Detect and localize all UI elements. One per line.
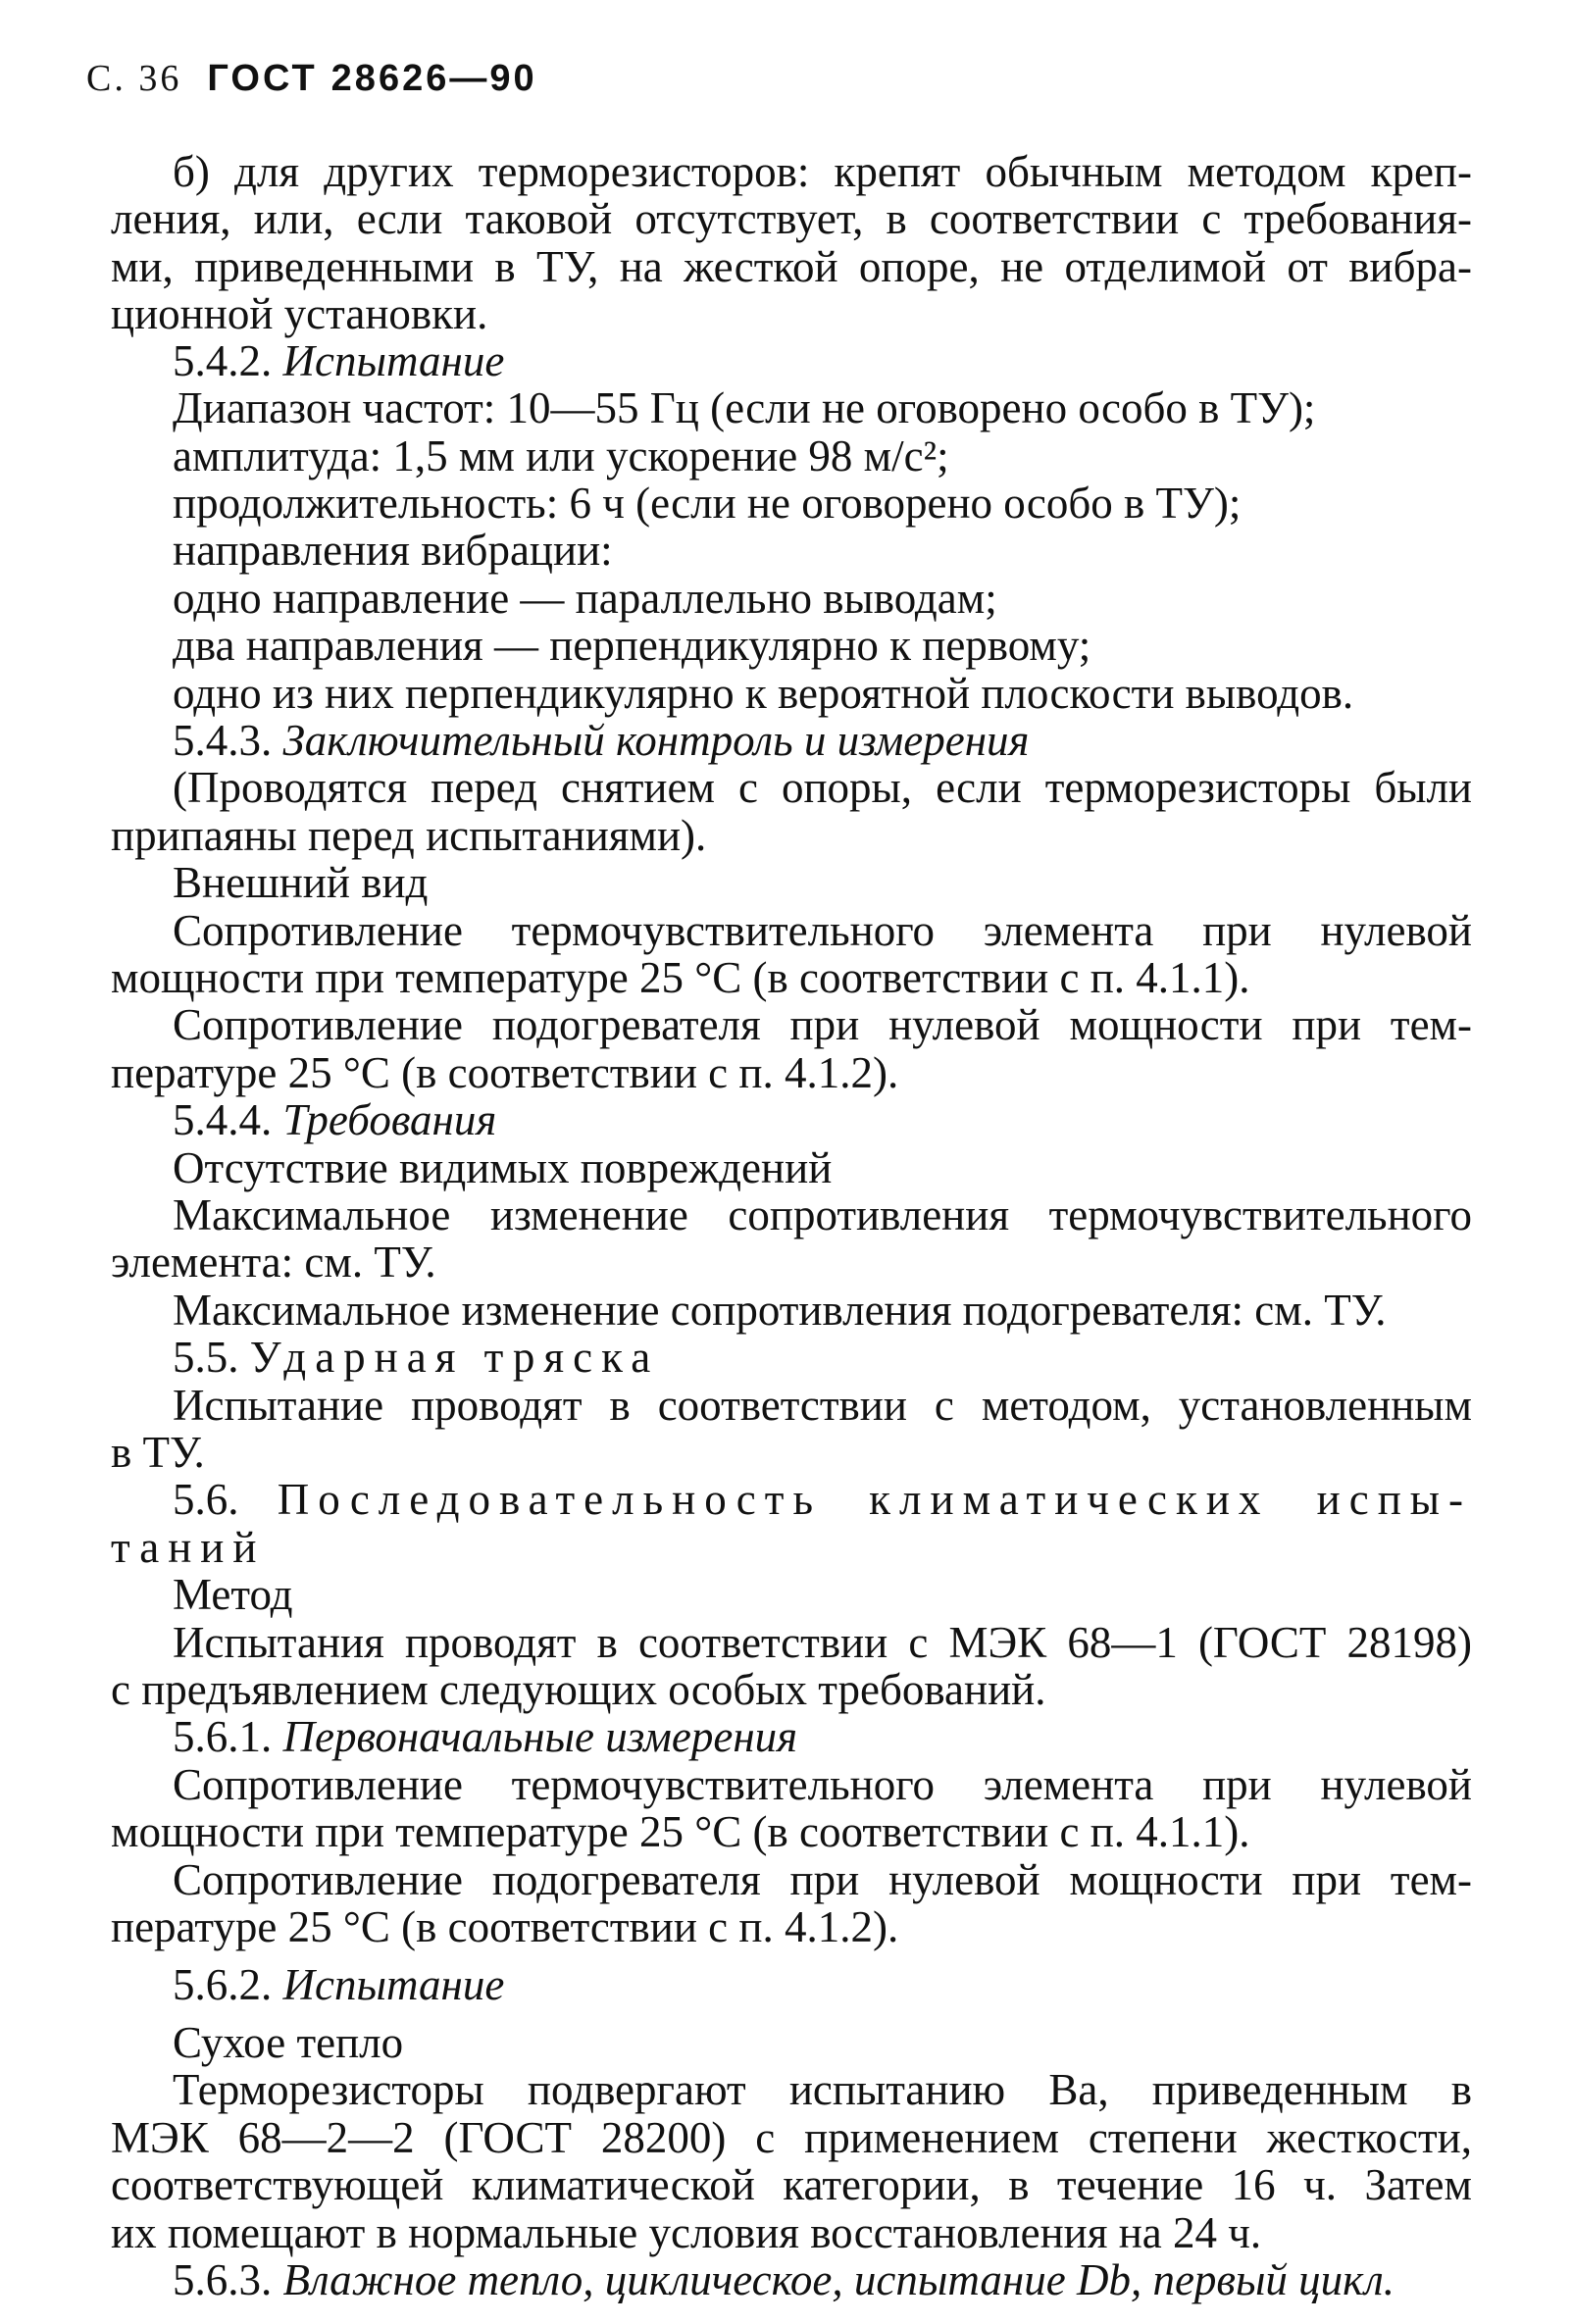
section-number: 5.5. bbox=[173, 1333, 239, 1383]
section-title: Испытание bbox=[282, 335, 505, 385]
section-title: Последовательность климатических испы- bbox=[277, 1475, 1472, 1525]
text-line: Максимальное изменение сопротивления термочувствительного bbox=[173, 1189, 1472, 1239]
text-line: Метод bbox=[173, 1570, 293, 1620]
section-number: 5.4.4. bbox=[173, 1095, 273, 1145]
text-line: ми, приведенными в ТУ, на жесткой опоре, не отделимой от вибра- bbox=[111, 241, 1472, 291]
text-line: Диапазон частот: 10—55 Гц (если не оговорено особо в ТУ); bbox=[173, 383, 1316, 433]
section-title-continued: таний bbox=[111, 1522, 266, 1572]
standard-number: 28626—90 bbox=[330, 58, 537, 99]
section-title: Влажное тепло, циклическое, испытание Db, первый цикл. bbox=[282, 2255, 1395, 2304]
section-title: Испытание bbox=[282, 1960, 505, 2010]
text-line: одно направление — параллельно выводам; bbox=[173, 573, 997, 623]
text-line: продолжительность: 6 ч (если не оговорено особо в ТУ); bbox=[173, 478, 1242, 528]
text-line: Внешний вид bbox=[173, 858, 429, 908]
text-line: пературе 25 °С (в соответствии с п. 4.1.2). bbox=[111, 1047, 899, 1097]
text-line: (Проводятся перед снятием с опоры, если терморезисторы были bbox=[173, 763, 1472, 813]
section-heading-5-6-2 bbox=[173, 1960, 504, 2009]
text-line: направления вибрации: bbox=[173, 526, 613, 576]
text-line: Испытание проводят в соответствии с методом, установленным bbox=[173, 1380, 1472, 1430]
text-line: Сухое тепло bbox=[173, 2017, 404, 2067]
section-title: Требования bbox=[282, 1095, 497, 1145]
text-line: Максимальное изменение сопротивления подогревателя: см. ТУ. bbox=[173, 1285, 1387, 1335]
text-line: МЭК 68—2—2 (ГОСТ 28200) с применением степени жесткости, bbox=[111, 2112, 1472, 2162]
section-title: Ударная тряска bbox=[249, 1333, 660, 1383]
text-line: пературе 25 °С (в соответствии с п. 4.1.2). bbox=[111, 1902, 899, 1952]
text-line: Испытания проводят в соответствии с МЭК 68—1 (ГОСТ 28198) bbox=[173, 1617, 1472, 1667]
section-heading-5-4-4 bbox=[173, 1095, 496, 1144]
section-heading-5-5 bbox=[173, 1333, 659, 1382]
text-line: элемента: см. ТУ. bbox=[111, 1238, 436, 1288]
text-line: ления, или, если таковой отсутствует, в соответствии с требования- bbox=[111, 194, 1472, 244]
section-number: 5.4.2. bbox=[173, 335, 273, 385]
section-number: 5.6.3. bbox=[173, 2255, 273, 2304]
text-line: мощности при температуре 25 °С (в соответствии с п. 4.1.1). bbox=[111, 952, 1250, 1002]
standard-label: ГОСТ bbox=[207, 58, 318, 99]
section-title: Первоначальные измерения bbox=[282, 1712, 798, 1762]
text-line: Отсутствие видимых повреждений bbox=[173, 1142, 833, 1192]
page-header bbox=[86, 57, 537, 100]
section-heading-5-6-3 bbox=[173, 2255, 1395, 2304]
section-heading-5-4-3 bbox=[173, 716, 1029, 765]
text-line: соответствующей климатической категории, в течение 16 ч. Затем bbox=[111, 2160, 1472, 2210]
section-number: 5.6.2. bbox=[173, 1960, 273, 2010]
text-line: мощности при температуре 25 °С (в соответствии с п. 4.1.1). bbox=[111, 1807, 1250, 1857]
text-line: Сопротивление подогревателя при нулевой мощности при тем- bbox=[173, 1854, 1472, 1904]
text-line: амплитуда: 1,5 мм или ускорение 98 м/с²; bbox=[173, 430, 949, 480]
page-number: С. 36 bbox=[86, 58, 182, 99]
text-line: с предъявлением следующих особых требований. bbox=[111, 1665, 1046, 1715]
text-line: Терморезисторы подвергают испытанию Ва, приведенным в bbox=[173, 2065, 1472, 2115]
section-heading-5-4-2 bbox=[173, 336, 504, 385]
text-line: ционной установки. bbox=[111, 289, 488, 339]
text-line: два направления — перпендикулярно к первому; bbox=[173, 621, 1091, 671]
text-line: их помещают в нормальные условия восстановления на 24 ч. bbox=[111, 2207, 1262, 2257]
section-number: 5.6. bbox=[173, 1475, 239, 1525]
text-line: припаяны перед испытаниями). bbox=[111, 810, 707, 860]
text-line: в ТУ. bbox=[111, 1428, 205, 1478]
section-heading-5-6 bbox=[173, 1475, 1472, 1524]
text-line: Сопротивление термочувствительного элемента при нулевой bbox=[173, 1759, 1472, 1809]
section-heading-5-6-1 bbox=[173, 1712, 797, 1761]
text-line: одно из них перпендикулярно к вероятной плоскости выводов. bbox=[173, 668, 1354, 718]
text-line: Сопротивление подогревателя при нулевой мощности при тем- bbox=[173, 1000, 1472, 1050]
section-number: 5.6.1. bbox=[173, 1712, 273, 1762]
section-title: Заключительный контроль и измерения bbox=[282, 715, 1030, 765]
text-line: Сопротивление термочувствительного элемента при нулевой bbox=[173, 905, 1472, 955]
section-number: 5.4.3. bbox=[173, 715, 273, 765]
text-line: б) для других терморезисторов: крепят обычным методом креп- bbox=[173, 147, 1472, 196]
